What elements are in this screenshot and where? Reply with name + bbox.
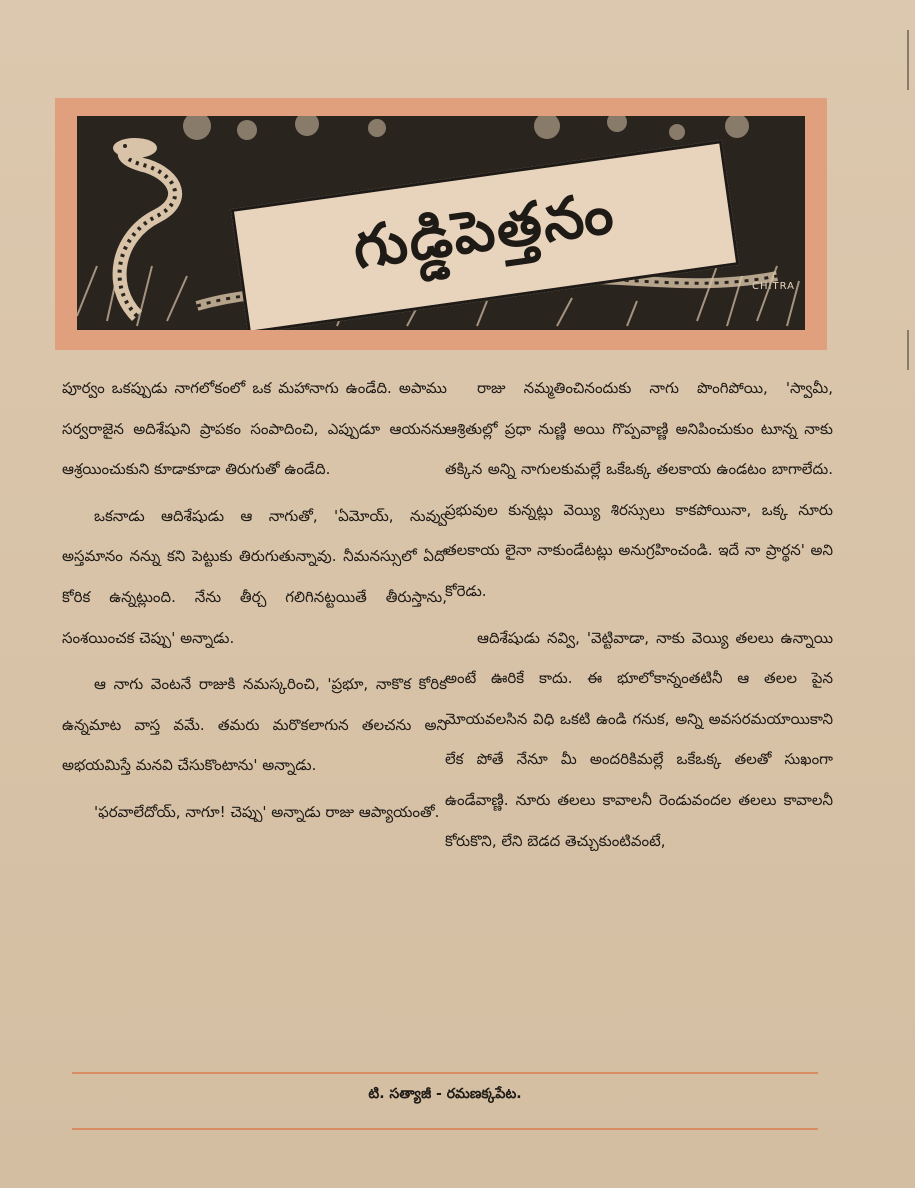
paragraph: రాజు నమ్మతించినందుకు నాగు పొంగిపోయి, 'స్వామీ, ఆశ్రితుల్లో ప్రధా నుణ్ణి అయి గొప్పవాణ్ణి అనిపించుకుం టూన్న నాకు తక్కిన అన్ని నాగులకుమల్లే ఒకేఒక్క తలకాయ ఉండటం బాగాలేదు. ప్రభువుల కున్నట్లు వెయ్యి శిరస్సులు కాకపోయినా, ఒక్క నూరు తలకాయ లైనా నాకుండేటట్లు అనుగ్రహించండి. ఇదే నా ప్రార్థన' అని కోరెడు. — [445, 379, 833, 600]
page-edge-mark — [907, 330, 909, 370]
paragraph: ఆ నాగు వెంటనే రాజుకి నమస్కరించి, 'ప్రభూ, నాకొక కోరిక ఉన్నమాట వాస్త వమే. తమరు మరొకలాగున తలచను అని అభయమిస్తే మనవి చేసుకొంటాను' అన్నాడు. — [62, 675, 447, 775]
paragraph: పూర్వం ఒకప్పుడు నాగలోకంలో ఒక మహానాగు ఉండేది. అపాము సర్వరాజైన అదిశేషుని ప్రాపకం సంపాదించి, ఎప్పుడూ ఆయనను ఆశ్రయించుకుని కూడాకూడా తిరుగుతో ఉండేది. — [62, 379, 447, 479]
paragraph: ఒకనాడు ఆదిశేషుడు ఆ నాగుతో, 'ఏమోయ్, నువ్వు అస్తమానం నన్ను కని పెట్టుకు తిరుగుతున్నావు. నీమనస్సులో ఏదో కోరిక ఉన్నట్లుంది. నేను తీర్చ గలిగినట్టయితే తీరుస్తాను, సంశయించక చెప్పు' అన్నాడు. — [62, 506, 447, 647]
article-column-left — [62, 368, 447, 839]
page-edge-mark — [907, 30, 909, 90]
story-title: గుడ్డిపెత్తనం — [348, 177, 620, 282]
paragraph: 'ఫరవాలేదోయ్, నాగూ! చెప్పు' అన్నాడు రాజు ఆప్యాయంతో. — [94, 802, 440, 821]
banner-illustration — [77, 116, 805, 330]
story-banner — [55, 98, 827, 350]
paragraph: ఆదిశేషుడు నవ్వి, 'వెట్టివాడా, నాకు వెయ్యి తలలు ఉన్నాయి అంటే ఊరికే కాదు. ఈ భూలోకాన్నంతటినీ ఆ తలల పైన మోయవలసిన విధి ఒకటి ఉండి గనుక, అన్ని అవసరమయాయికాని లేక పోతే నేనూ మీ అందరికిమల్లే ఒకేఒక్క తలతో సుఖంగా ఉండేవాణ్ణి. నూరు తలలు కావాలనీ రెండువందల తలలు కావాలనీ కోరుకొని, లేని బెడద తెచ్చుకుంటివంటే, — [445, 628, 833, 850]
divider-line — [72, 1128, 818, 1130]
artist-signature: CHITRA — [752, 281, 795, 292]
article-column-right — [445, 368, 833, 867]
divider-line — [72, 1072, 818, 1074]
author-credit: టి. సత్యాజీ - రమణక్కపేట. — [368, 1086, 522, 1102]
